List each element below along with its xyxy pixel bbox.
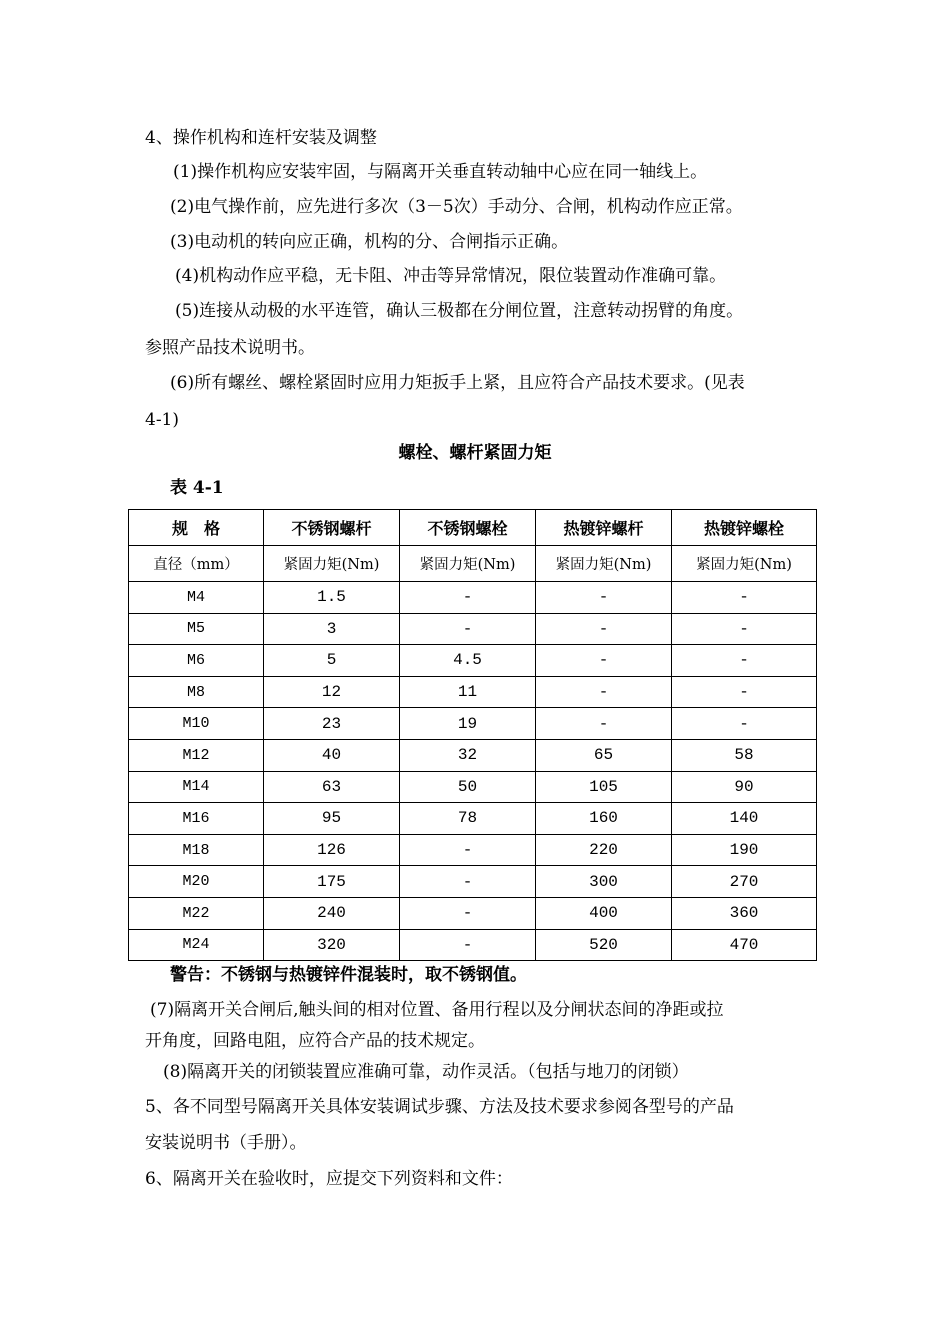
cell-spec: M18 (129, 834, 264, 866)
cell-value: 240 (264, 897, 400, 929)
cell-value: 105 (536, 771, 672, 803)
cell-value: 11 (400, 676, 536, 708)
cell-spec: M22 (129, 897, 264, 929)
unit-torque: 紧固力矩(Nm) (536, 546, 672, 582)
header-galvanized-bolt: 热镀锌螺栓 (672, 510, 817, 546)
header-stainless-bolt: 不锈钢螺栓 (400, 510, 536, 546)
table-label: 表 4-1 (170, 478, 224, 498)
section-6-heading: 6、隔离开关在验收时，应提交下列资料和文件： (145, 1169, 513, 1189)
cell-value: 360 (672, 897, 817, 929)
section-5-line1: 5、各不同型号隔离开关具体安装调试步骤、方法及技术要求参阅各型号的产品 (145, 1097, 734, 1117)
cell-value: - (400, 866, 536, 898)
header-stainless-rod: 不锈钢螺杆 (264, 510, 400, 546)
item-7-line2: 开角度，回路电阻，应符合产品的技术规定。 (145, 1031, 485, 1051)
cell-value: 520 (536, 929, 672, 961)
cell-value: 5 (264, 645, 400, 677)
cell-value: 400 (536, 897, 672, 929)
cell-value: - (536, 676, 672, 708)
item-5-line1: (5)连接从动极的水平连管，确认三极都在分闸位置，注意转动拐臂的角度。 (175, 301, 744, 321)
cell-value: 190 (672, 834, 817, 866)
cell-spec: M8 (129, 676, 264, 708)
unit-torque: 紧固力矩(Nm) (672, 546, 817, 582)
item-1: (1)操作机构应安装牢固，与隔离开关垂直转动轴中心应在同一轴线上。 (173, 162, 708, 182)
table-row (129, 708, 817, 740)
table-row (129, 803, 817, 835)
cell-value: 32 (400, 739, 536, 771)
item-6-line2: 4-1) (145, 410, 180, 430)
table-row (129, 645, 817, 677)
cell-value: 140 (672, 803, 817, 835)
item-2: (2)电气操作前，应先进行多次（3－5次）手动分、合闸，机构动作应正常。 (170, 197, 743, 217)
cell-value: 270 (672, 866, 817, 898)
cell-value: - (400, 929, 536, 961)
cell-value: 50 (400, 771, 536, 803)
cell-spec: M10 (129, 708, 264, 740)
cell-value: 160 (536, 803, 672, 835)
cell-spec: M12 (129, 739, 264, 771)
unit-diameter: 直径（mm） (129, 546, 264, 582)
table-header-row (129, 510, 817, 546)
cell-value: - (400, 582, 536, 614)
item-5-line2: 参照产品技术说明书。 (145, 338, 315, 358)
unit-torque: 紧固力矩(Nm) (400, 546, 536, 582)
table-row (129, 739, 817, 771)
item-3: (3)电动机的转向应正确，机构的分、合闸指示正确。 (170, 232, 569, 252)
cell-value: - (400, 897, 536, 929)
cell-value: 12 (264, 676, 400, 708)
cell-value: - (672, 645, 817, 677)
cell-value: 23 (264, 708, 400, 740)
cell-value: 175 (264, 866, 400, 898)
cell-value: 95 (264, 803, 400, 835)
table-warning: 警告：不锈钢与热镀锌件混装时，取不锈钢值。 (170, 965, 527, 985)
cell-value: - (672, 708, 817, 740)
cell-value: - (536, 613, 672, 645)
cell-value: 126 (264, 834, 400, 866)
cell-value: 63 (264, 771, 400, 803)
cell-value: 4.5 (400, 645, 536, 677)
cell-spec: M20 (129, 866, 264, 898)
cell-value: - (672, 676, 817, 708)
table-units-row (129, 546, 817, 582)
unit-torque: 紧固力矩(Nm) (264, 546, 400, 582)
header-spec: 规 格 (129, 510, 264, 546)
cell-spec: M16 (129, 803, 264, 835)
cell-value: 65 (536, 739, 672, 771)
cell-value: - (672, 582, 817, 614)
cell-value: - (672, 613, 817, 645)
cell-spec: M6 (129, 645, 264, 677)
cell-value: 320 (264, 929, 400, 961)
cell-value: 3 (264, 613, 400, 645)
cell-value: 470 (672, 929, 817, 961)
item-6-line1: (6)所有螺丝、螺栓紧固时应用力矩扳手上紧，且应符合产品技术要求。(见表 (170, 373, 745, 393)
table-title: 螺栓、螺杆紧固力矩 (398, 443, 552, 463)
table-row (129, 866, 817, 898)
table-row (129, 929, 817, 961)
item-4: (4)机构动作应平稳，无卡阻、冲击等异常情况，限位装置动作准确可靠。 (175, 266, 727, 286)
table-row (129, 897, 817, 929)
cell-value: - (536, 708, 672, 740)
cell-value: 220 (536, 834, 672, 866)
cell-spec: M5 (129, 613, 264, 645)
item-8: (8)隔离开关的闭锁装置应准确可靠，动作灵活。（包括与地刀的闭锁） (163, 1062, 689, 1082)
cell-value: - (400, 834, 536, 866)
cell-value: 300 (536, 866, 672, 898)
cell-value: 1.5 (264, 582, 400, 614)
cell-value: 78 (400, 803, 536, 835)
cell-value: 58 (672, 739, 817, 771)
cell-value: 90 (672, 771, 817, 803)
cell-value: 19 (400, 708, 536, 740)
cell-value: - (400, 613, 536, 645)
table-row (129, 771, 817, 803)
table-row (129, 613, 817, 645)
item-7-line1: (7)隔离开关合闸后,触头间的相对位置、备用行程以及分闸状态间的净距或拉 (150, 1000, 724, 1020)
section-5-line2: 安装说明书（手册）。 (145, 1133, 307, 1153)
cell-value: 40 (264, 739, 400, 771)
torque-table (128, 509, 817, 961)
cell-spec: M4 (129, 582, 264, 614)
cell-spec: M24 (129, 929, 264, 961)
table-row (129, 582, 817, 614)
cell-value: - (536, 645, 672, 677)
cell-spec: M14 (129, 771, 264, 803)
header-galvanized-rod: 热镀锌螺杆 (536, 510, 672, 546)
section-4-heading: 4、操作机构和连杆安装及调整 (145, 128, 377, 148)
table-row (129, 676, 817, 708)
table-row (129, 834, 817, 866)
cell-value: - (536, 582, 672, 614)
